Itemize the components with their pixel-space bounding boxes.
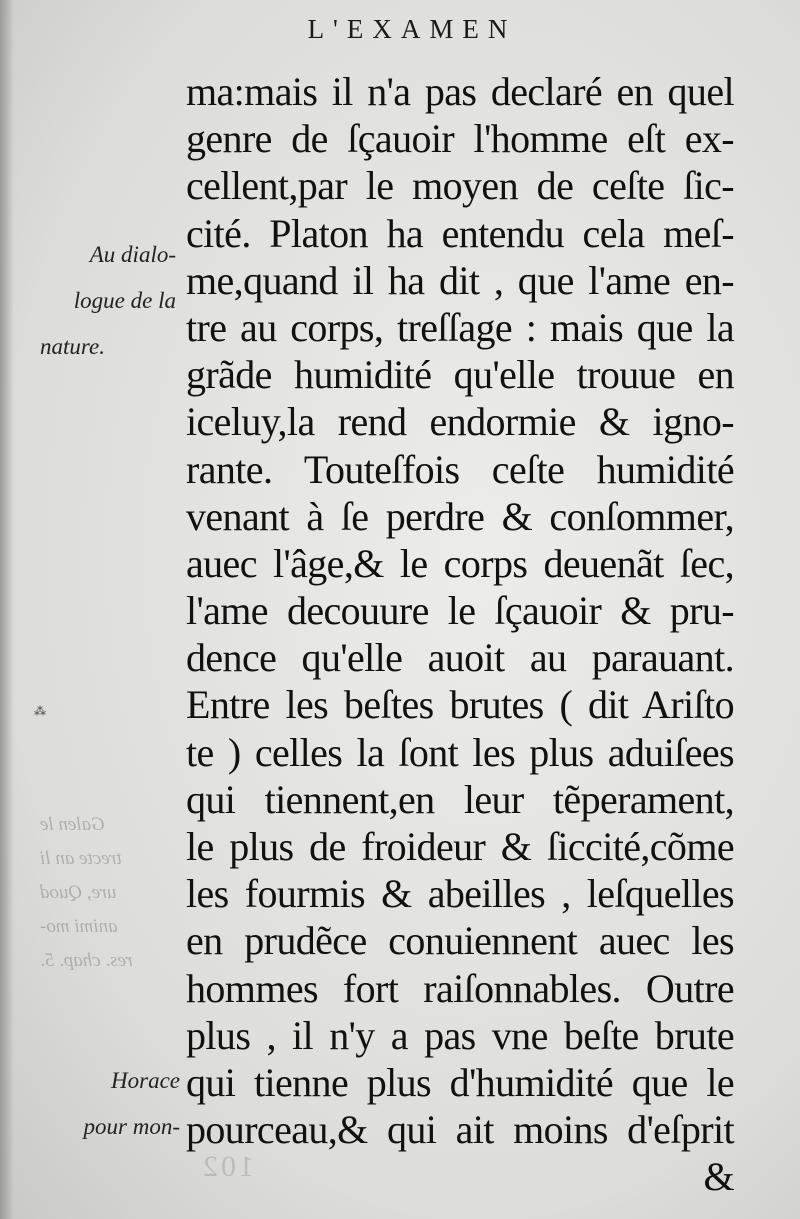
text-line: rante. Touteſfois ceſte humidité [186, 446, 734, 492]
text-line: qui tienne plus d'humidité que le [186, 1059, 734, 1105]
bleed-line: trecte an li [40, 848, 122, 869]
text-line: te ) celles la ſont les plus aduiſees [186, 729, 734, 775]
text-line: qui tiennent,en leur tẽperament, [186, 776, 734, 822]
running-header [0, 14, 800, 45]
text-line: hommes fort raiſonnables. Outre [186, 965, 734, 1011]
margin-note-horace [30, 1058, 180, 1150]
text-line: Entre les beſtes brutes ( dit Ariſto [186, 682, 734, 728]
text-line: cité. Platon ha entendu cela meſ- [186, 210, 734, 256]
catchword: & [703, 1154, 734, 1200]
bleed-line: res. chap. 5. [40, 950, 133, 971]
ink-speck: ⁂ [34, 704, 46, 718]
bleed-line: Galen le [40, 814, 105, 835]
margin-note-line: logue de la [73, 288, 176, 313]
text-line: genre de ſçauoir l'homme eſt ex- [186, 116, 734, 162]
text-line: auec l'âge,& le corps deuenãt ſec, [186, 540, 734, 586]
body-text [186, 68, 734, 1201]
text-line: plus , il n'y a pas vne beſte brute [186, 1012, 734, 1058]
bleed-through-note [40, 808, 190, 978]
text-line: venant à ſe perdre & conſommer, [186, 493, 734, 539]
margin-note-line: Horace [111, 1068, 180, 1093]
text-line: l'ame decouure le ſçauoir & pru- [186, 588, 734, 634]
text-line: ma:mais il n'a pas declaré en quel [186, 69, 734, 114]
text-line: cellent,par le moyen de ceſte ſic- [186, 163, 734, 209]
text-line: en prudẽce conuiennent auec les [186, 918, 734, 964]
text-line: iceluy,la rend endormie & igno- [186, 399, 734, 445]
bleed-page-number: 102 [200, 1150, 254, 1183]
text-line: les fourmis & abeilles , leſquelles [186, 871, 734, 917]
text-line: pourceau,& qui ait moins d'eſprit [186, 1107, 734, 1153]
running-title: L'EXAMEN [307, 14, 517, 44]
bleed-line: ure, Quod [40, 882, 117, 903]
text-line: grãde humidité qu'elle trouue en [186, 352, 734, 398]
margin-note-dialogue [34, 232, 176, 370]
text-line: le plus de froideur & ſiccité,cõme [186, 824, 734, 869]
margin-note-line: nature. [40, 334, 105, 359]
margin-note-line: pour mon- [83, 1114, 180, 1139]
margin-note-line: Au dialo- [89, 242, 176, 267]
text-line: tre au corps, treſſage : mais que la [186, 304, 734, 350]
text-line: dence qu'elle auoit au parauant. [186, 635, 734, 681]
text-line: me,quand il ha dit , que l'ame en- [186, 257, 734, 303]
bleed-line: animi mo- [40, 916, 118, 937]
